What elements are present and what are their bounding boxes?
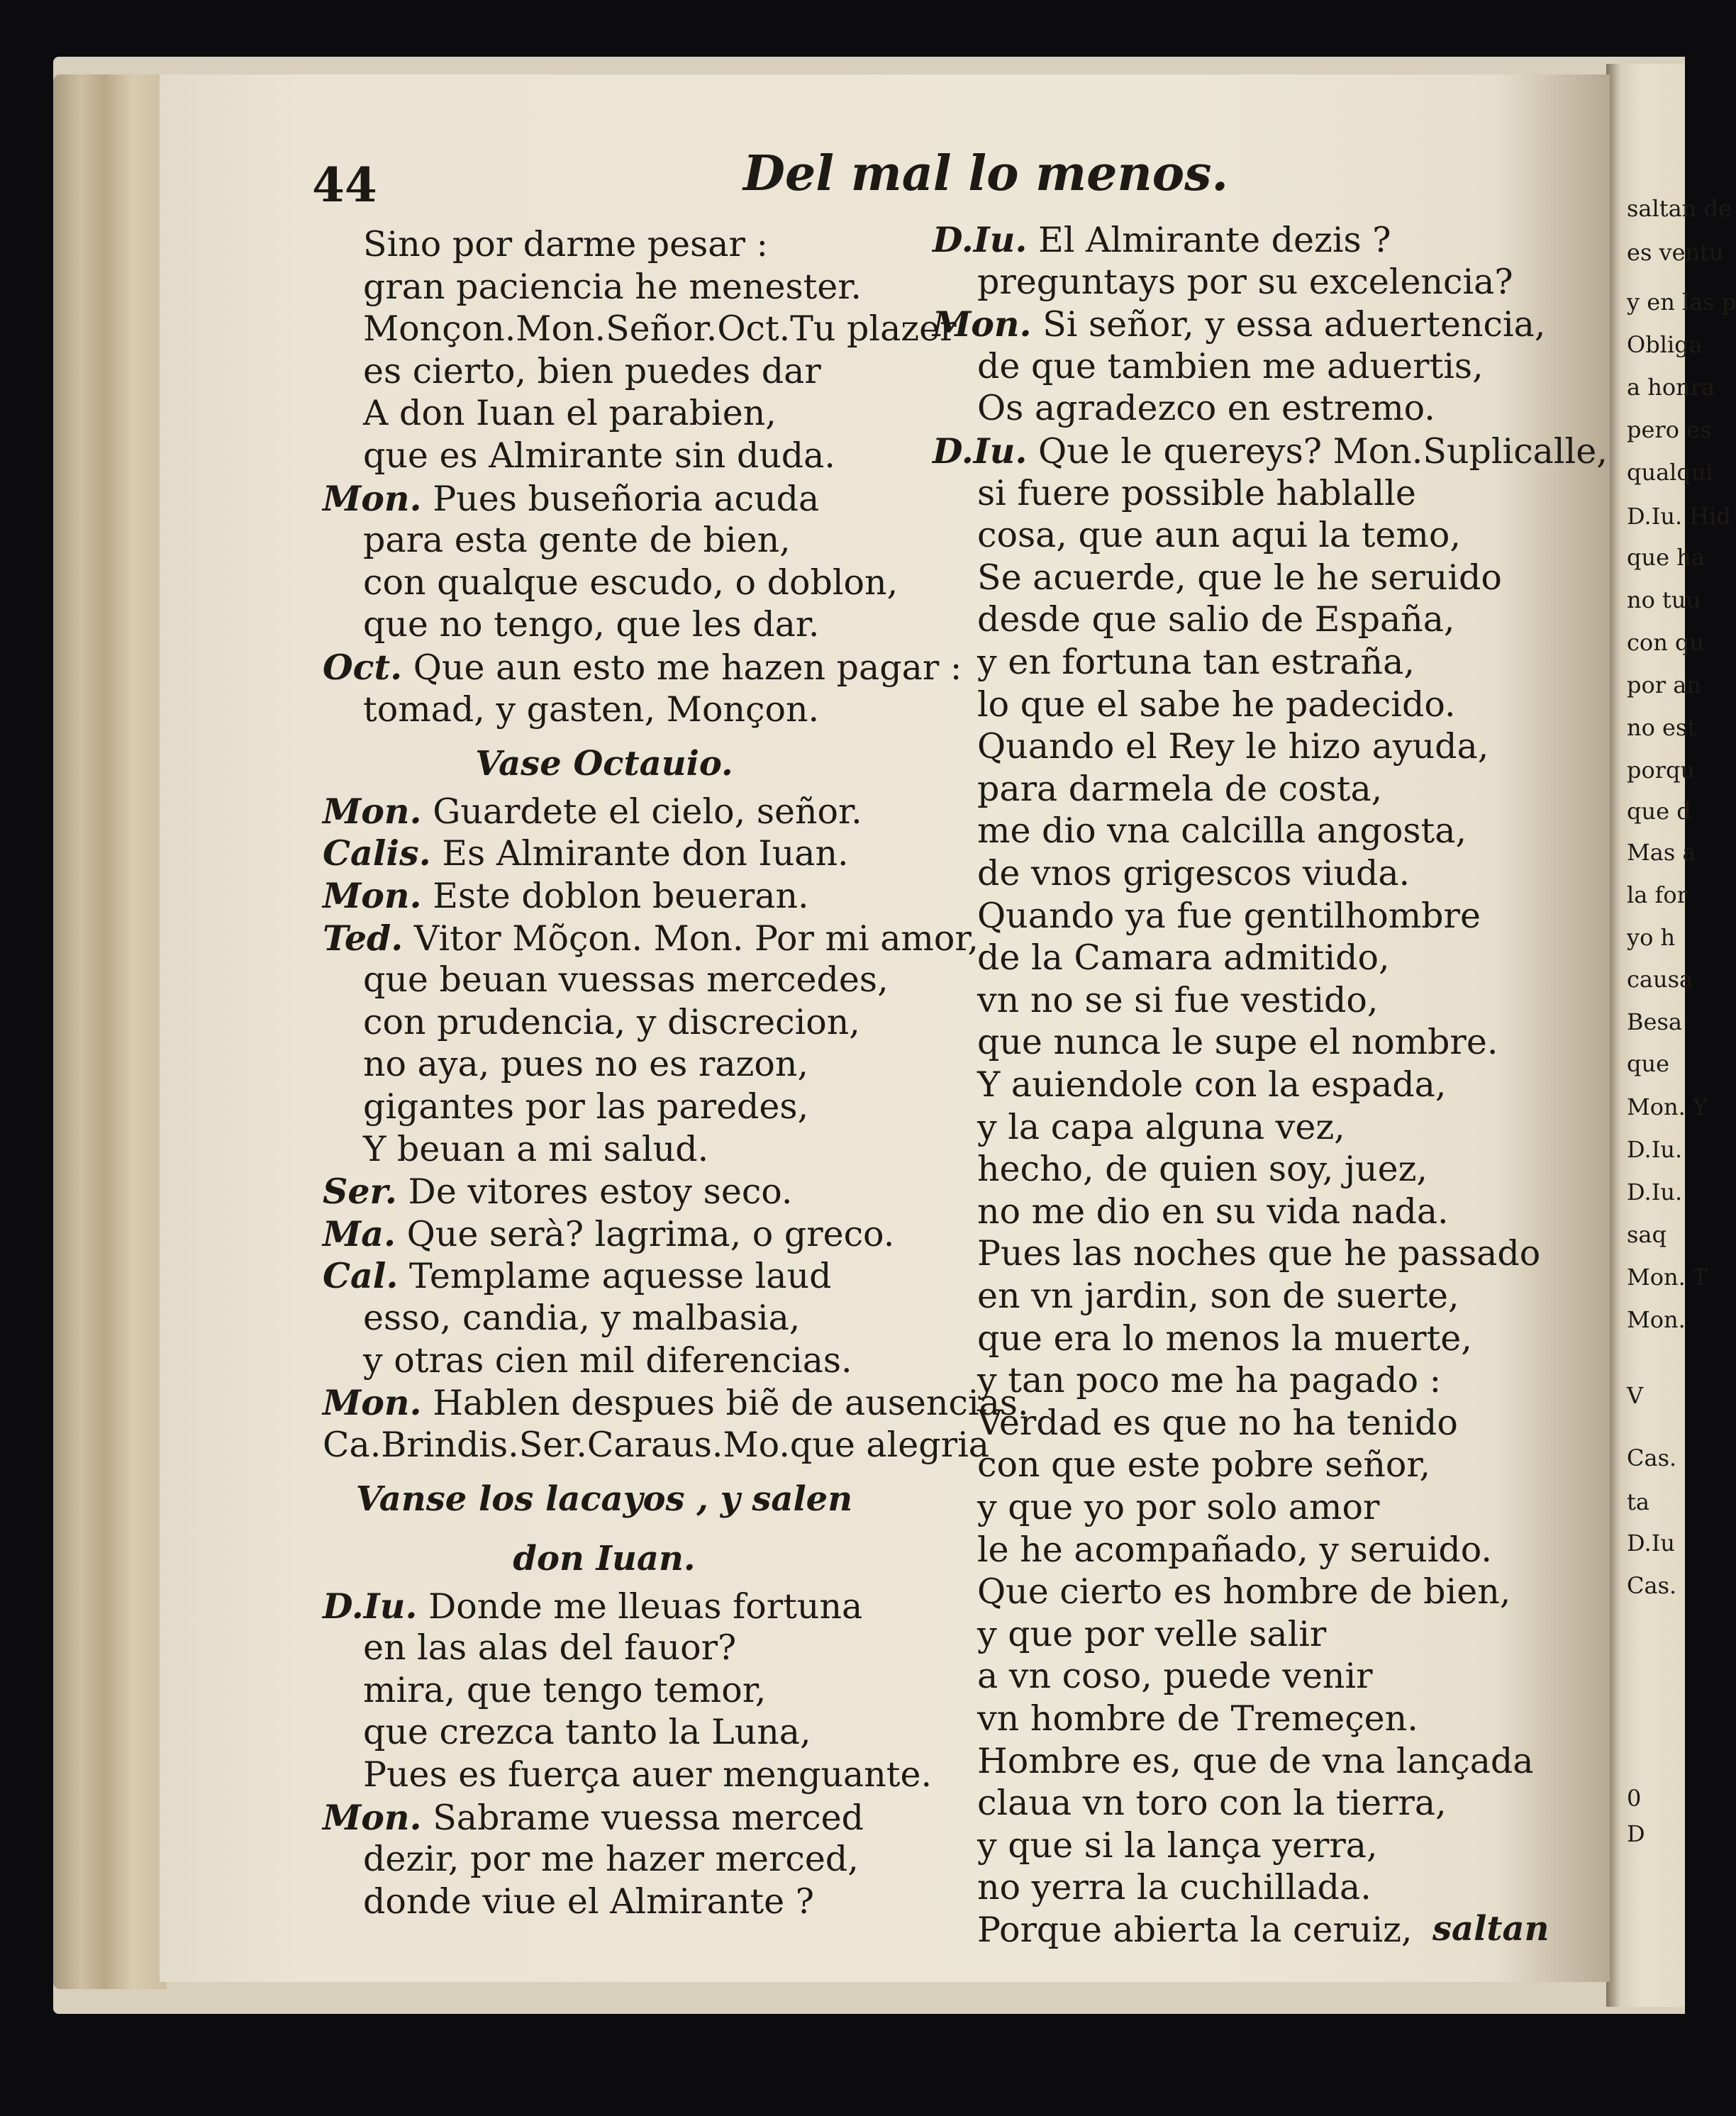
verse-text: donde viue el Almirante ? — [363, 1881, 815, 1922]
verse-text: Que aun esto me hazen pagar : — [413, 647, 962, 688]
stage-direction: don Iuan. — [513, 1539, 696, 1578]
verse-text: y en fortuna tan estraña, — [977, 642, 1415, 682]
verse-line — [323, 874, 809, 918]
verse-line — [363, 1754, 932, 1796]
verse-text: Que cierto es hombre de bien, — [977, 1571, 1511, 1613]
verse-text: y que por velle salir — [977, 1613, 1327, 1654]
verse-text: tomad, y gasten, Monçon. — [363, 689, 820, 730]
verse-text: le he acompañado, y seruido. — [977, 1529, 1493, 1570]
verse-text: Se acuerde, que le he seruido — [977, 557, 1502, 598]
verse-text: gran paciencia he menester. — [363, 266, 862, 307]
verse-line — [977, 1021, 1498, 1064]
facing-page-line: D.Iu — [1627, 1530, 1675, 1557]
verse-text: Ca.Brindis.Ser.Caraus.Mo.que alegria — [323, 1424, 989, 1465]
facing-page-line: no est — [1627, 714, 1697, 741]
facing-page-line: por an — [1627, 672, 1701, 698]
speaker-name: Mon. — [933, 304, 1032, 345]
verse-line — [977, 852, 1410, 895]
facing-page-line: Mon. T — [1627, 1264, 1708, 1291]
speaker-name: Mon. — [323, 477, 422, 519]
verse-text: Donde me lleuas fortuna — [428, 1586, 863, 1627]
verse-text: Sino por darme pesar : — [363, 224, 769, 264]
running-head: Del mal lo menos. — [743, 145, 1229, 202]
verse-text: A don Iuan el parabien, — [363, 393, 777, 434]
verse-line — [363, 223, 768, 266]
verse-text: Y auiendole con la espada, — [977, 1064, 1447, 1105]
verse-text: que crezca tanto la Luna, — [363, 1712, 811, 1753]
verse-line — [977, 472, 1416, 515]
verse-line — [977, 1232, 1540, 1275]
facing-page-line: D.Iu. — [1627, 1179, 1683, 1205]
facing-page-line: que ha — [1627, 544, 1705, 571]
verse-line — [977, 1909, 1413, 1951]
verse-text: vn no se si fue vestido, — [977, 979, 1379, 1020]
verse-text: Quando ya fue gentilhombre — [977, 895, 1481, 936]
verse-line — [363, 1881, 814, 1923]
verse-line — [977, 684, 1456, 726]
verse-text: a vn coso, puede venir — [977, 1656, 1373, 1697]
verse-line — [363, 1340, 852, 1382]
verse-text: Quando el Rey le hizo ayuda, — [977, 726, 1489, 767]
verse-line — [323, 477, 819, 520]
catchword: saltan — [1432, 1909, 1549, 1949]
verse-text: claua vn toro con la tierra, — [977, 1783, 1447, 1824]
verse-line — [323, 1213, 894, 1256]
verse-line — [363, 266, 862, 308]
verse-text: esso, candia, y malbasia, — [363, 1298, 801, 1338]
verse-line — [363, 689, 819, 731]
verse-line — [323, 1424, 989, 1466]
verse-text: Si señor, y essa aduertencia, — [1042, 304, 1546, 345]
verse-line — [977, 345, 1484, 388]
verse-line — [977, 768, 1382, 811]
verse-line — [977, 1571, 1510, 1613]
verse-line — [363, 519, 791, 562]
verse-line — [363, 562, 898, 604]
facing-page-line: Cas. — [1627, 1572, 1677, 1599]
verse-line — [323, 832, 849, 875]
verse-line — [977, 810, 1467, 852]
verse-text: Verdad es que no ha tenido — [977, 1402, 1458, 1443]
facing-page-line: Besa — [1627, 1008, 1682, 1035]
verse-line — [363, 392, 777, 435]
facing-page-line: con qu — [1627, 629, 1705, 656]
verse-line — [363, 1711, 811, 1754]
verse-text: Templame aquesse laud — [409, 1256, 832, 1297]
verse-text: de vnos grigescos viuda. — [977, 853, 1410, 893]
stage-direction: Vanse los lacayos , y salen — [355, 1479, 853, 1520]
verse-text: me dio vna calcilla angosta, — [977, 811, 1467, 852]
verse-line — [363, 1297, 800, 1340]
page-number: 44 — [312, 157, 377, 213]
verse-text: Vitor Mõçon. Mon. Por mi amor, — [413, 918, 979, 959]
verse-text: que es Almirante sin duda. — [363, 435, 835, 476]
verse-line — [323, 646, 962, 689]
verse-text: Os agradezco en estremo. — [977, 388, 1435, 429]
speaker-name: Mon. — [323, 1796, 422, 1838]
verse-line — [977, 979, 1378, 1022]
speaker-name: Calis. — [323, 833, 431, 874]
verse-line — [933, 430, 1608, 473]
speaker-name: Ted. — [323, 917, 404, 959]
speaker-name: D.Iu. — [323, 1585, 418, 1627]
verse-text: no me dio en su vida nada. — [977, 1191, 1449, 1232]
verse-text: si fuere possible hablalle — [977, 472, 1416, 513]
verse-text: que beuan vuessas mercedes, — [363, 959, 889, 1001]
verse-text: vn hombre de Tremeçen. — [977, 1698, 1418, 1739]
facing-page-line: V — [1627, 1382, 1644, 1409]
facing-page-line: es ventu — [1627, 239, 1724, 266]
verse-text: Monçon.Mon.Señor.Oct.Tu plazer — [363, 308, 957, 350]
verse-text: Guardete el cielo, señor. — [433, 791, 862, 832]
verse-line — [363, 1128, 708, 1171]
verse-line — [977, 895, 1481, 937]
verse-line — [977, 1402, 1458, 1444]
verse-line — [323, 917, 979, 960]
verse-line — [977, 1191, 1449, 1233]
verse-line — [323, 790, 862, 833]
verse-line — [363, 435, 835, 477]
verse-line — [977, 1359, 1441, 1402]
verse-text: Que le quereys? Mon.Suplicalle, — [1038, 431, 1608, 472]
verse-line — [363, 350, 821, 393]
facing-page-line: Mon. Y — [1627, 1093, 1708, 1120]
facing-page-line: yo h — [1627, 924, 1676, 951]
verse-text: en las alas del fauor? — [363, 1627, 737, 1669]
verse-text: Que serà? lagrima, o greco. — [406, 1213, 895, 1254]
verse-line — [977, 1698, 1418, 1740]
verse-text: y otras cien mil diferencias. — [363, 1340, 852, 1381]
verse-text: y tan poco me ha pagado : — [977, 1360, 1442, 1401]
verse-text: es cierto, bien puedes dar — [363, 350, 821, 391]
verse-line — [977, 1275, 1459, 1318]
verse-line — [363, 1043, 808, 1086]
verse-text: con prudencia, y discrecion, — [363, 1001, 860, 1042]
verse-text: no yerra la cuchillada. — [977, 1867, 1371, 1908]
verse-text: El Almirante dezis ? — [1038, 220, 1391, 260]
speaker-name: Cal. — [323, 1255, 399, 1297]
facing-page-line: Cas. — [1627, 1444, 1677, 1471]
verse-line — [363, 1001, 860, 1044]
verse-text: preguntays por su excelencia? — [977, 261, 1513, 302]
verse-text: Hablen despues biẽ de ausencias. — [433, 1383, 1029, 1424]
verse-line — [977, 1529, 1492, 1571]
verse-line — [977, 514, 1461, 557]
verse-line — [977, 1825, 1378, 1867]
verse-text: Hombre es, que de vna lançada — [977, 1740, 1534, 1781]
verse-line — [977, 1106, 1345, 1149]
speaker-name: Mon. — [323, 790, 422, 832]
verse-line — [933, 218, 1391, 262]
verse-text: y que yo por solo amor — [977, 1487, 1380, 1527]
facing-page-line: D.Iu. Hid — [1627, 503, 1731, 530]
verse-line — [977, 725, 1489, 768]
verse-text: de la Camara admitido, — [977, 937, 1390, 979]
facing-page-line: D — [1627, 1820, 1645, 1847]
verse-line — [323, 1796, 864, 1839]
verse-text: cosa, que aun aqui la temo, — [977, 515, 1461, 556]
stage-direction: Vase Octauio. — [475, 744, 733, 784]
verse-line — [977, 598, 1455, 641]
verse-line — [977, 1064, 1446, 1106]
speaker-name: D.Iu. — [933, 430, 1028, 472]
verse-text: gigantes por las paredes, — [363, 1086, 809, 1127]
facing-page-line: pero es — [1627, 416, 1712, 443]
verse-text: para darmela de costa, — [977, 768, 1383, 809]
verse-text: desde que salio de España, — [977, 599, 1455, 640]
facing-page-line: Mon. — [1627, 1306, 1686, 1333]
verse-text: y la capa alguna vez, — [977, 1106, 1345, 1147]
verse-text: Sabrame vuessa merced — [433, 1797, 864, 1838]
verse-text: con qualque escudo, o doblon, — [363, 562, 898, 603]
verse-line — [977, 1148, 1428, 1191]
verse-line — [933, 303, 1545, 346]
verse-line — [363, 308, 957, 350]
verse-line — [323, 1381, 1029, 1425]
verse-text: Pues buseñoria acuda — [433, 478, 820, 519]
facing-page-line: D.Iu. — [1627, 1136, 1683, 1163]
verse-line — [977, 1613, 1326, 1656]
verse-text: que nunca le supe el nombre. — [977, 1022, 1498, 1063]
verse-text: De vitores estoy seco. — [408, 1171, 793, 1213]
verse-text: de que tambien me aduertis, — [977, 345, 1484, 386]
verse-line — [977, 1444, 1430, 1486]
facing-page-line: saltan de — [1627, 195, 1732, 222]
verse-line — [977, 1655, 1373, 1698]
verse-line — [977, 1782, 1447, 1825]
speaker-name: Ser. — [323, 1171, 397, 1213]
facing-page-line: ta — [1627, 1488, 1649, 1515]
facing-page-line: Mas a — [1627, 839, 1696, 866]
facing-page-line: causa — [1627, 966, 1693, 993]
verse-text: Porque abierta la ceruiz, — [977, 1910, 1413, 1950]
verse-text: Es Almirante don Iuan. — [442, 833, 849, 874]
verse-line — [363, 1086, 808, 1128]
verse-line — [977, 1318, 1472, 1360]
verse-line — [323, 1170, 792, 1213]
verse-text: que no tengo, que les dar. — [363, 604, 820, 645]
verse-line — [363, 603, 819, 646]
speaker-name: Mon. — [323, 1382, 422, 1424]
verse-text: lo que el sabe he padecido. — [977, 684, 1456, 725]
verse-line — [323, 1254, 831, 1298]
speaker-name: D.Iu. — [933, 219, 1028, 260]
speaker-name: Ma. — [323, 1213, 396, 1254]
verse-text: y que si la lança yerra, — [977, 1825, 1378, 1866]
facing-page-line: Obliga — [1627, 331, 1703, 358]
speaker-name: Mon. — [323, 875, 422, 916]
verse-line — [363, 1627, 736, 1669]
speaker-name: Oct. — [323, 647, 403, 688]
facing-page-line: que d — [1627, 798, 1691, 825]
verse-text: no aya, pues no es razon, — [363, 1044, 808, 1085]
verse-text: Este doblon beueran. — [433, 876, 809, 916]
facing-page-line: porqu — [1627, 757, 1696, 784]
facing-page-line: que — [1627, 1050, 1670, 1077]
verse-line — [977, 387, 1435, 430]
verse-line — [977, 1486, 1379, 1529]
verse-text: con que este pobre señor, — [977, 1444, 1431, 1486]
verse-line — [977, 1866, 1371, 1909]
verse-line — [977, 557, 1502, 599]
verse-text: en vn jardin, son de suerte, — [977, 1276, 1459, 1316]
verse-text: Pues las noches que he passado — [977, 1233, 1541, 1274]
verse-text: hecho, de quien soy, juez, — [977, 1149, 1428, 1190]
verse-line — [363, 1838, 859, 1881]
facing-page-line: la for — [1627, 881, 1688, 908]
verse-line — [977, 261, 1513, 304]
verse-line — [977, 937, 1390, 979]
verse-line — [323, 1585, 862, 1628]
verse-text: mira, que tengo temor, — [363, 1669, 767, 1710]
facing-page-line: 0 — [1627, 1785, 1642, 1812]
verse-text: que era lo menos la muerte, — [977, 1318, 1472, 1359]
verse-line — [977, 1740, 1534, 1783]
verse-text: dezir, por me hazer merced, — [363, 1839, 859, 1880]
facing-page-line: y en las p — [1627, 289, 1736, 316]
verse-text: Pues es fuerça auer menguante. — [363, 1754, 933, 1795]
facing-page-line: qualqui — [1627, 459, 1713, 486]
verse-line — [977, 641, 1415, 684]
verse-line — [363, 1669, 766, 1712]
facing-page-line: saq — [1627, 1221, 1667, 1248]
facing-page-line: no tuu — [1627, 586, 1701, 613]
verse-text: Y beuan a mi salud. — [363, 1128, 709, 1169]
page-edges — [53, 74, 167, 1989]
verse-text: para esta gente de bien, — [363, 520, 791, 561]
facing-page-line: a honra — [1627, 374, 1715, 401]
verse-line — [363, 959, 889, 1001]
